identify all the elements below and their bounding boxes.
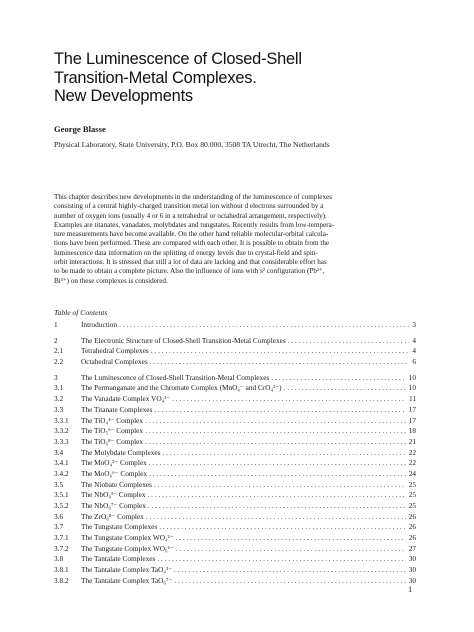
toc-entry-page: 4 [412,346,416,356]
toc-entry-title: The NbO₄³⁻ Complex [81,490,146,500]
abstract-line: ture measurements have become available. On the other hand reliable molecular-orbital calcula- [54,230,329,239]
toc-entry-title: The NbO₆⁷⁻ Complex [81,501,146,510]
toc-entry-page: 22 [408,447,416,457]
toc-entry-number: 2.1 [54,346,64,356]
toc-entry-number: 3.8.2 [54,575,69,585]
abstract [54,193,426,286]
toc-entry-number: 3.4.1 [54,458,69,468]
toc-entry-title: The ZrO₆⁸⁻ Complex [81,511,144,521]
toc-entry-title: The Vanadate Complex VO₄³⁻ [81,394,171,404]
toc-entry-page: 3 [412,320,416,329]
toc-leader-dots [154,480,406,491]
toc-entry-page: 25 [408,490,416,500]
toc-leader-dots [271,373,405,384]
toc-entry-page: 10 [408,372,416,382]
toc-leader-dots [176,533,406,544]
toc-entry-number: 3.7.2 [54,543,69,553]
toc-entry-title: The TiO₄⁴⁻ Complex [81,415,144,425]
toc-entry-page: 6 [412,357,416,367]
toc-entry[interactable] [54,437,416,448]
toc-leader-dots [149,469,406,480]
toc-entry-number: 3.5 [54,479,64,489]
title-line: Transition-Metal Complexes. [54,68,257,87]
toc-entry-number: 3.6 [54,511,64,521]
toc-entry[interactable] [54,458,416,469]
toc-entry[interactable] [54,383,416,394]
toc-leader-dots [148,501,406,512]
toc-leader-dots [284,383,406,394]
toc-entry-number: 3.4.2 [54,468,69,478]
title-line: New Developments [54,87,193,105]
toc-entry-page: 27 [408,543,416,553]
toc-entry-number: 3.8 [54,554,64,564]
toc-entry-title: The Tantalate Complex TaO₆⁷⁻ [81,575,173,585]
toc-entry-title: The Tantalate Complex TaO₄³⁻ [81,565,172,575]
toc-entry-title: The MoO₆⁶⁻ Complex [81,468,148,478]
toc-leader-dots [146,512,406,523]
abstract-line: number of oxygen ions (usually 4 or 6 in a tetrahedral or octahedral arrangement, respectively). [54,211,327,220]
toc-entry[interactable] [54,490,416,501]
toc-entry[interactable] [54,405,416,416]
toc-entry[interactable] [54,373,416,384]
toc-leader-dots [150,357,410,368]
toc-entry[interactable] [54,346,416,357]
toc-entry[interactable] [54,336,416,347]
abstract-line: orbit interactions. It is stressed that still a lot of data are lacking and that considerable effort has [54,258,327,267]
abstract-line: Examples are titanates, vanadates, molybdates and tungstates. Recently results from low-tempera- [54,220,335,229]
toc-entry[interactable] [54,501,416,512]
toc-entry-number: 2 [54,335,58,345]
toc-entry-number: 3.4 [54,447,64,457]
toc-leader-dots [162,448,405,459]
toc-entry[interactable] [54,522,416,533]
toc-entry-title: The Niobate Complexes [81,479,152,489]
toc-entry-number: 3.3.3 [54,436,69,446]
toc-entry-title: The MoO₄²⁻ Complex [81,458,147,468]
toc-leader-dots [145,416,406,427]
toc-entry-number: 1 [54,320,58,329]
toc-entry-title: The Molybdate Complexes [81,447,161,457]
abstract-line: to be made to obtain a complete picture. Also the influence of ions with s² configuration (Pb²⁺, [54,267,325,276]
table-of-contents [54,320,416,587]
toc-entry-title: The TiO₅⁶⁻ Complex [81,426,144,436]
toc-entry-title: The Tungstate Complexes [81,522,158,532]
toc-entry-number: 3 [54,372,58,382]
toc-entry-title: The Tantalate Complexes [81,554,156,564]
toc-entry-page: 10 [408,383,416,393]
toc-entry-title: The Titanate Complexes [81,404,153,414]
toc-entry-page: 18 [408,426,416,436]
page-number: 1 [408,584,413,594]
title-line: The Luminescence of Closed-Shell [54,50,302,68]
toc-leader-dots [174,565,406,576]
abstract-line: consisting of a central highly-charged transition metal ion without d electrons surrounded by a [54,202,324,211]
toc-entry-title: The Electronic Structure of Closed-Shell Transition-Metal Complexes [81,335,286,345]
author-name: George Blasse [54,124,106,134]
toc-entry-number: 3.5.1 [54,490,69,500]
toc-entry-title: The Luminescence of Closed-Shell Transition-Metal Complexes [81,372,270,382]
toc-entry-number: 3.3.1 [54,415,69,425]
toc-entry-title: Introduction [81,320,118,329]
toc-entry-title: Tetrahedral Complexes [81,346,149,356]
toc-leader-dots [159,522,405,533]
toc-heading: Table of Contents [54,308,108,317]
toc-entry-number: 3.3.2 [54,426,69,436]
toc-entry-number: 3.3 [54,404,64,414]
toc-leader-dots [149,458,406,469]
toc-entry-page: 17 [408,415,416,425]
abstract-line: Bi³⁺) on these complexes is considered. [54,276,168,285]
toc-entry-page: 22 [408,458,416,468]
toc-entry[interactable] [54,576,416,587]
toc-entry-title: The TiO₆⁸⁻ Complex [81,436,144,446]
toc-entry-number: 3.7 [54,522,64,532]
toc-entry-title: The Tungstate Complex WO₆⁶⁻ [81,543,174,553]
toc-entry[interactable] [54,533,416,544]
toc-entry-page: 24 [408,468,416,478]
toc-entry[interactable] [54,394,416,405]
toc-entry-page: 17 [408,404,416,414]
toc-entry-page: 30 [408,565,416,575]
toc-entry[interactable] [54,512,416,523]
toc-entry-page: 11 [408,394,416,404]
toc-entry[interactable] [54,565,416,576]
toc-leader-dots [176,544,406,555]
toc-entry[interactable] [54,480,416,491]
toc-entry-page: 21 [408,436,416,446]
toc-entry-page: 30 [408,554,416,564]
toc-entry-number: 3.2 [54,394,64,404]
toc-entry-page: 4 [412,335,416,345]
abstract-line: tions have been performed. These are compared with each other. It is possible to obtain from the [54,239,330,248]
toc-leader-dots [288,336,410,347]
toc-entry-page: 25 [408,479,416,489]
toc-entry-number: 2.2 [54,357,64,367]
author-affiliation: Physical Laboratory, State University, P.O. Box 80.000, 3508 TA Utrecht, The Netherlands [54,140,330,149]
toc-entry-page: 26 [408,511,416,521]
toc-entry-title: The Permanganate and the Chromate Complex (MnO₄⁻ and CrO₄²⁻) [81,383,282,393]
toc-leader-dots [151,346,410,357]
toc-entry[interactable] [54,416,416,427]
toc-entry-number: 3.5.2 [54,501,69,510]
toc-leader-dots [145,426,406,437]
toc-entry-title: Octahedral Complexes [81,357,148,367]
toc-entry-page: 25 [408,501,416,510]
abstract-line: This chapter describes new developments in the understanding of the luminescence of complexes [54,193,333,201]
toc-entry[interactable] [54,320,416,331]
toc-entry[interactable] [54,554,416,565]
chapter-title [54,50,454,106]
toc-leader-dots [119,320,409,331]
toc-leader-dots [172,394,406,405]
toc-entry[interactable] [54,357,416,368]
toc-entry[interactable] [54,544,416,555]
toc-entry-page: 26 [408,522,416,532]
toc-leader-dots [154,405,405,416]
toc-entry[interactable] [54,448,416,459]
toc-entry-title: The Tungstate Complex WO₄²⁻ [81,533,174,543]
toc-leader-dots [145,437,406,448]
toc-entry-number: 3.7.1 [54,533,69,543]
toc-entry[interactable] [54,469,416,480]
toc-leader-dots [148,490,406,501]
toc-entry-number: 3.8.1 [54,565,69,575]
toc-entry-number: 3.1 [54,383,64,393]
toc-entry[interactable] [54,426,416,437]
toc-entry-page: 30 [408,575,416,585]
toc-leader-dots [174,576,405,587]
toc-leader-dots [157,554,405,565]
toc-entry-page: 26 [408,533,416,543]
abstract-line: luminescence data information on the splitting of energy levels due to crystal-field and spin- [54,248,318,257]
